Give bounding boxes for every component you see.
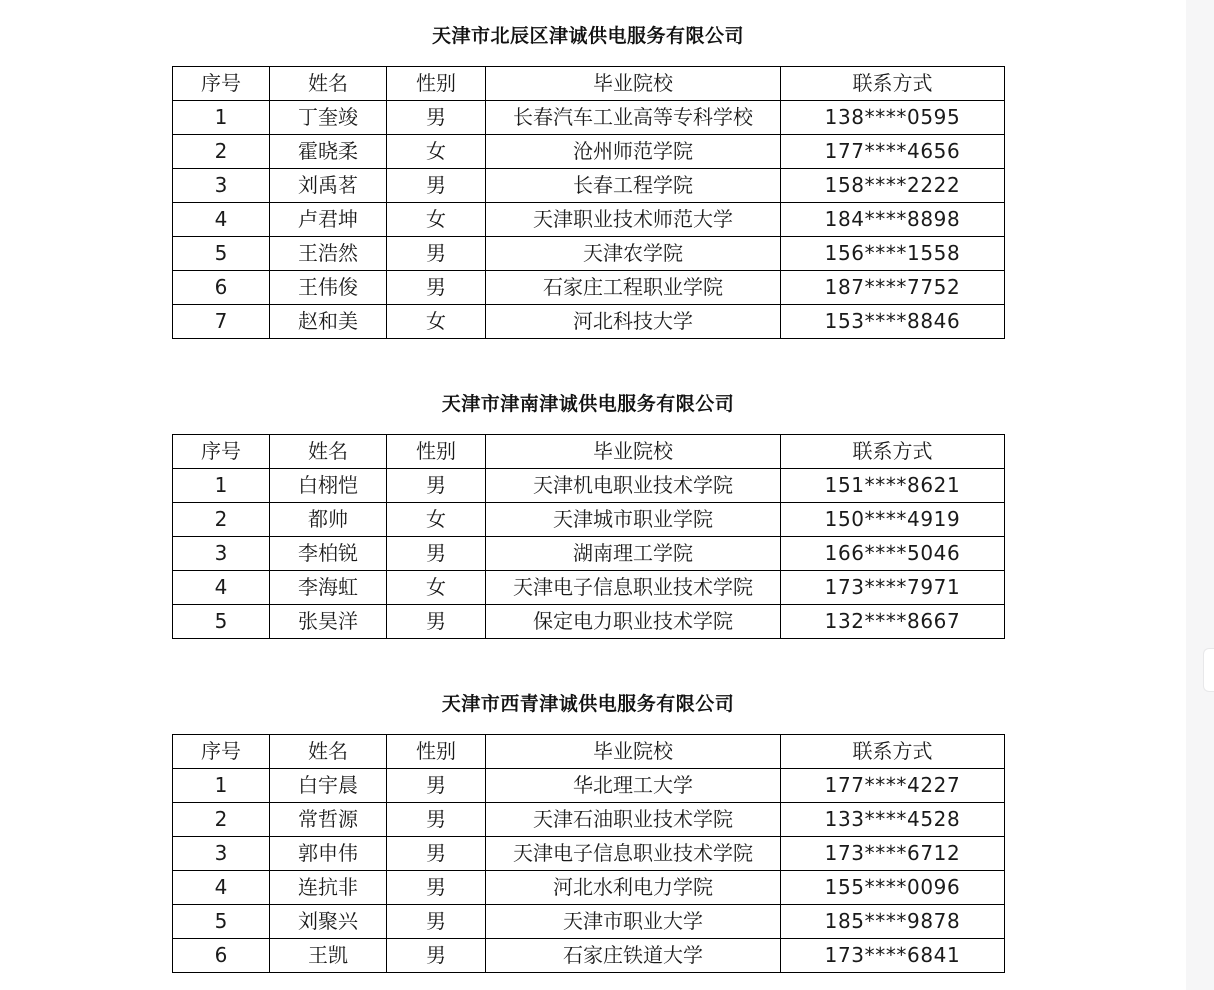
section-title-beichen: 天津市北辰区津诚供电服务有限公司	[431, 25, 744, 47]
cell-name: 连抗非	[270, 871, 387, 905]
cell-sex: 男	[387, 871, 486, 905]
cell-phone: 173****6841	[781, 939, 1005, 973]
roster-table-beichen	[172, 66, 1005, 339]
cell-phone: 132****8667	[781, 605, 1005, 639]
cell-no: 3	[173, 837, 270, 871]
cell-sex: 男	[387, 271, 486, 305]
cell-no: 5	[173, 905, 270, 939]
cell-sex: 男	[387, 101, 486, 135]
cell-phone: 177****4227	[781, 769, 1005, 803]
cell-school: 石家庄铁道大学	[486, 939, 781, 973]
cell-name: 张昊洋	[270, 605, 387, 639]
header-school: 毕业院校	[486, 67, 781, 101]
cell-name: 王凯	[270, 939, 387, 973]
cell-no: 7	[173, 305, 270, 339]
cell-school: 天津机电职业技术学院	[486, 469, 781, 503]
cell-school: 河北水利电力学院	[486, 871, 781, 905]
cell-sex: 男	[387, 905, 486, 939]
cell-sex: 男	[387, 469, 486, 503]
table-row	[173, 939, 1005, 973]
cell-name: 李柏锐	[270, 537, 387, 571]
cell-sex: 男	[387, 605, 486, 639]
cell-school: 保定电力职业技术学院	[486, 605, 781, 639]
table-header-row	[173, 67, 1005, 101]
cell-sex: 男	[387, 939, 486, 973]
cell-no: 2	[173, 803, 270, 837]
table-row	[173, 503, 1005, 537]
section-title-xiqing: 天津市西青津诚供电服务有限公司	[441, 693, 735, 715]
cell-phone: 166****5046	[781, 537, 1005, 571]
cell-no: 1	[173, 101, 270, 135]
table-row	[173, 203, 1005, 237]
header-name: 姓名	[270, 67, 387, 101]
cell-sex: 男	[387, 169, 486, 203]
table-row	[173, 769, 1005, 803]
cell-name: 白栩恺	[270, 469, 387, 503]
cell-sex: 女	[387, 571, 486, 605]
table-row	[173, 305, 1005, 339]
cell-name: 白宇晨	[270, 769, 387, 803]
header-no: 序号	[173, 67, 270, 101]
cell-no: 5	[173, 605, 270, 639]
cell-no: 1	[173, 769, 270, 803]
cell-no: 4	[173, 203, 270, 237]
cell-sex: 女	[387, 503, 486, 537]
header-school: 毕业院校	[486, 435, 781, 469]
cell-phone: 156****1558	[781, 237, 1005, 271]
cell-no: 2	[173, 135, 270, 169]
cell-no: 5	[173, 237, 270, 271]
header-sex: 性别	[387, 435, 486, 469]
cell-sex: 女	[387, 135, 486, 169]
cell-name: 丁奎竣	[270, 101, 387, 135]
header-name: 姓名	[270, 435, 387, 469]
cell-phone: 173****6712	[781, 837, 1005, 871]
cell-phone: 158****2222	[781, 169, 1005, 203]
side-float-tab[interactable]	[1203, 648, 1214, 692]
table-row	[173, 871, 1005, 905]
table-header-row	[173, 435, 1005, 469]
table-row	[173, 605, 1005, 639]
header-no: 序号	[173, 735, 270, 769]
cell-name: 赵和美	[270, 305, 387, 339]
cell-school: 河北科技大学	[486, 305, 781, 339]
table-row	[173, 169, 1005, 203]
cell-phone: 185****9878	[781, 905, 1005, 939]
cell-sex: 男	[387, 837, 486, 871]
cell-no: 3	[173, 537, 270, 571]
cell-no: 1	[173, 469, 270, 503]
table-row	[173, 271, 1005, 305]
header-school: 毕业院校	[486, 735, 781, 769]
cell-school: 华北理工大学	[486, 769, 781, 803]
cell-no: 4	[173, 571, 270, 605]
table-row	[173, 571, 1005, 605]
cell-sex: 女	[387, 305, 486, 339]
scrollbar-track[interactable]	[1186, 0, 1214, 990]
header-name: 姓名	[270, 735, 387, 769]
table-row	[173, 537, 1005, 571]
table-row	[173, 803, 1005, 837]
header-phone: 联系方式	[781, 735, 1005, 769]
cell-phone: 173****7971	[781, 571, 1005, 605]
cell-school: 天津农学院	[486, 237, 781, 271]
cell-name: 刘聚兴	[270, 905, 387, 939]
cell-school: 长春工程学院	[486, 169, 781, 203]
header-sex: 性别	[387, 735, 486, 769]
cell-name: 霍晓柔	[270, 135, 387, 169]
roster-table-jinnan	[172, 434, 1005, 639]
cell-school: 石家庄工程职业学院	[486, 271, 781, 305]
table-row	[173, 469, 1005, 503]
cell-name: 卢君坤	[270, 203, 387, 237]
cell-sex: 女	[387, 203, 486, 237]
cell-name: 都帅	[270, 503, 387, 537]
cell-phone: 151****8621	[781, 469, 1005, 503]
cell-phone: 138****0595	[781, 101, 1005, 135]
cell-sex: 男	[387, 769, 486, 803]
cell-sex: 男	[387, 803, 486, 837]
cell-no: 6	[173, 271, 270, 305]
cell-name: 李海虹	[270, 571, 387, 605]
cell-phone: 133****4528	[781, 803, 1005, 837]
cell-name: 常哲源	[270, 803, 387, 837]
cell-phone: 184****8898	[781, 203, 1005, 237]
cell-no: 3	[173, 169, 270, 203]
table-header-row	[173, 735, 1005, 769]
cell-no: 2	[173, 503, 270, 537]
cell-school: 沧州师范学院	[486, 135, 781, 169]
cell-school: 天津城市职业学院	[486, 503, 781, 537]
cell-name: 王浩然	[270, 237, 387, 271]
roster-table-xiqing	[172, 734, 1005, 973]
header-sex: 性别	[387, 67, 486, 101]
cell-sex: 男	[387, 537, 486, 571]
table-row	[173, 237, 1005, 271]
cell-phone: 153****8846	[781, 305, 1005, 339]
cell-school: 天津职业技术师范大学	[486, 203, 781, 237]
header-phone: 联系方式	[781, 67, 1005, 101]
header-phone: 联系方式	[781, 435, 1005, 469]
cell-no: 6	[173, 939, 270, 973]
cell-no: 4	[173, 871, 270, 905]
section-title-jinnan: 天津市津南津诚供电服务有限公司	[441, 393, 735, 415]
cell-phone: 177****4656	[781, 135, 1005, 169]
cell-name: 王伟俊	[270, 271, 387, 305]
cell-school: 天津市职业大学	[486, 905, 781, 939]
cell-school: 天津电子信息职业技术学院	[486, 571, 781, 605]
cell-name: 刘禹茗	[270, 169, 387, 203]
cell-school: 天津石油职业技术学院	[486, 803, 781, 837]
cell-phone: 155****0096	[781, 871, 1005, 905]
cell-name: 郭申伟	[270, 837, 387, 871]
cell-sex: 男	[387, 237, 486, 271]
cell-school: 天津电子信息职业技术学院	[486, 837, 781, 871]
cell-school: 湖南理工学院	[486, 537, 781, 571]
header-no: 序号	[173, 435, 270, 469]
table-row	[173, 135, 1005, 169]
table-row	[173, 837, 1005, 871]
cell-phone: 150****4919	[781, 503, 1005, 537]
cell-phone: 187****7752	[781, 271, 1005, 305]
table-row	[173, 905, 1005, 939]
table-row	[173, 101, 1005, 135]
cell-school: 长春汽车工业高等专科学校	[486, 101, 781, 135]
